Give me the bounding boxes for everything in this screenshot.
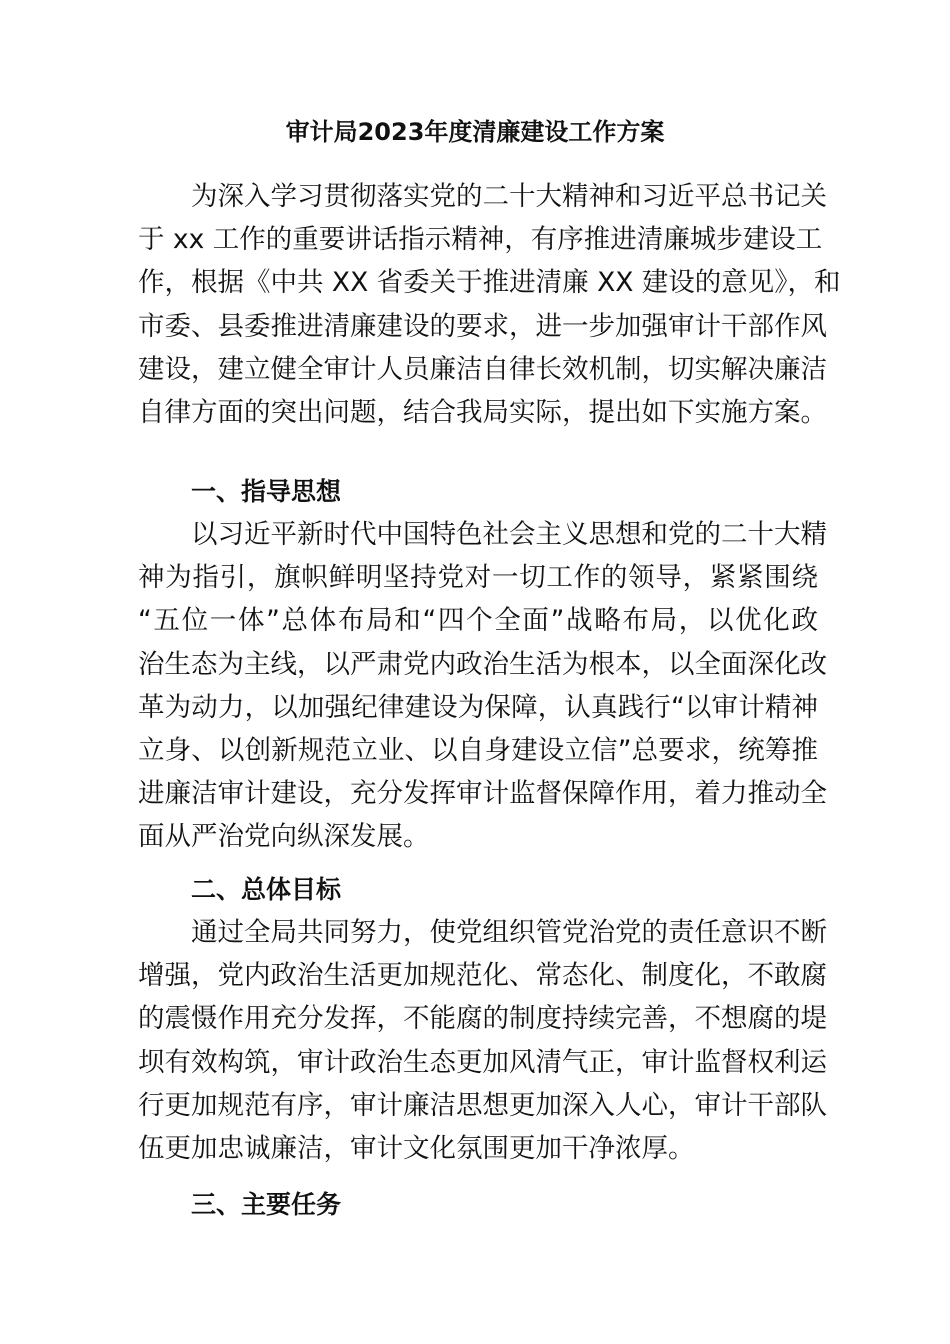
section-heading-main-tasks: [138, 1183, 818, 1226]
paragraph-line: 进廉洁审计建设，充分发挥审计监督保障作用，着力推动全: [138, 778, 827, 810]
paragraph-line: 市委、县委推进清廉建设的要求，进一步加强审计干部作风: [138, 310, 827, 342]
paragraph-line: 坝有效构筑，审计政治生态更加风清气正，审计监督权利运: [138, 1046, 827, 1078]
paragraph-line: 通过全局共同努力，使党组织管党治党的责任意识不断: [191, 917, 827, 948]
paragraph-line: 神为指引，旗帜鲜明坚持党对一切工作的领导，紧紧围绕: [138, 562, 818, 594]
paragraph-line: 立身、以创新规范立业、以自身建设立信”总要求，统筹推: [138, 734, 818, 766]
paragraph-line: 为深入学习贯彻落实党的二十大精神和习近平总书记关: [191, 181, 827, 212]
paragraph-line: 面从严治党向纵深发展。: [138, 821, 430, 853]
paragraph-line: 作，根据《中共 XX 省委关于推进清廉 XX 建设的意见》，和: [138, 267, 841, 299]
paragraph-line: 伍更加忠诚廉洁，审计文化氛围更加干净浓厚。: [138, 1132, 695, 1164]
section-heading: 二、总体目标: [191, 875, 342, 904]
section-heading-guiding-ideology: [138, 470, 818, 513]
section-heading-overall-goals: [138, 868, 818, 911]
intro-paragraph: [138, 175, 841, 434]
paragraph-line: 治生态为主线，以严肃党内政治生活为根本，以全面深化改: [138, 648, 827, 680]
paragraph-line: 的震慑作用充分发挥，不能腐的制度持续完善，不想腐的堤: [138, 1003, 827, 1035]
paragraph-line: “五位一体”总体布局和“四个全面”战略布局，以优化政: [138, 605, 818, 637]
paragraph-line: 行更加规范有序，审计廉洁思想更加深入人心，审计干部队: [138, 1089, 827, 1121]
overall-goals-paragraph: [138, 911, 827, 1170]
paragraph-line: 革为动力，以加强纪律建设为保障，认真践行“以审计精神: [138, 691, 818, 723]
section-heading: 三、主要任务: [191, 1190, 342, 1219]
document-title: 审计局2023年度清廉建设工作方案: [285, 118, 665, 146]
paragraph-line: 于 xx 工作的重要讲话指示精神，有序推进清廉城步建设工: [138, 224, 823, 256]
paragraph-line: 建设，建立健全审计人员廉洁自律长效机制，切实解决廉洁: [138, 353, 827, 385]
paragraph-line: 增强，党内政治生活更加规范化、常态化、制度化，不敢腐: [138, 960, 827, 992]
guiding-ideology-paragraph: [138, 513, 827, 859]
section-heading: 一、指导思想: [191, 477, 342, 506]
paragraph-line: 自律方面的突出问题，结合我局实际，提出如下实施方案。: [138, 396, 827, 428]
paragraph-line: 以习近平新时代中国特色社会主义思想和党的二十大精: [191, 519, 827, 550]
